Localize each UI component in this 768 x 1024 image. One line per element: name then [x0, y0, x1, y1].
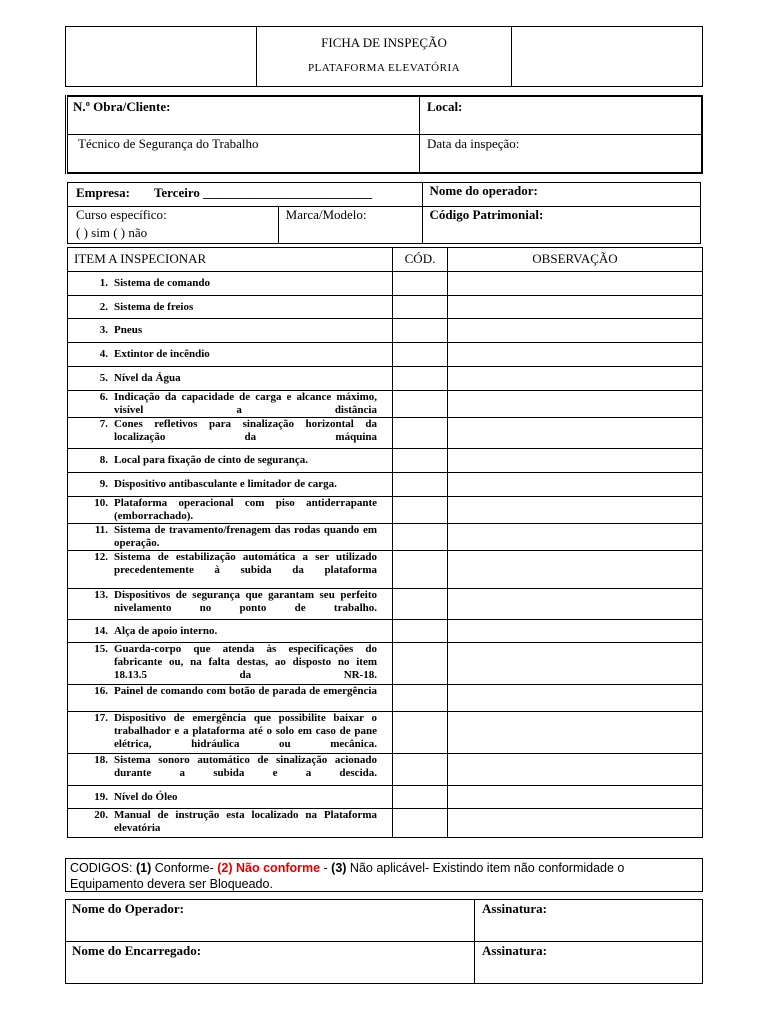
- col-cod-label: CÓD.: [404, 251, 436, 266]
- obs-cell[interactable]: [448, 497, 703, 524]
- cod-cell[interactable]: [393, 367, 448, 391]
- cod-cell[interactable]: [393, 418, 448, 449]
- cod-cell[interactable]: [393, 809, 448, 838]
- tecnico-label: Técnico de Segurança do Trabalho: [78, 135, 259, 151]
- encarregado-name-label: Nome do Encarregado:: [72, 943, 202, 958]
- checklist-row: [68, 296, 703, 319]
- checklist-row: [68, 319, 703, 343]
- cod-cell[interactable]: [393, 473, 448, 497]
- item-text: Plataforma operacional com piso antiderrapante (emborrachado).: [114, 497, 377, 522]
- item-text: Sistema de estabilização automática a ser utilizado precedentemente à subida da plataforma: [114, 551, 377, 576]
- item-cell: [68, 620, 393, 643]
- marca-label: Marca/Modelo:: [285, 207, 367, 222]
- obs-cell[interactable]: [448, 620, 703, 643]
- item-text: Sistema sonoro automático de sinalização acionado durante a subida e a descida.: [114, 754, 377, 779]
- marca-cell[interactable]: [278, 207, 422, 244]
- data-cell[interactable]: [420, 134, 703, 173]
- checklist-row: [68, 712, 703, 754]
- codigos-prefix: CODIGOS:: [70, 861, 136, 875]
- item-number: 16.: [94, 685, 108, 697]
- obs-cell[interactable]: [448, 754, 703, 786]
- item-cell: [68, 754, 393, 786]
- item-cell: [68, 319, 393, 343]
- item-text: Local para fixação de cinto de segurança.: [114, 454, 309, 466]
- item-number: 8.: [99, 454, 108, 466]
- curso-options[interactable]: ( ) sim ( ) não: [76, 225, 148, 240]
- codigo-3-text: Não aplicável- Existindo item não conformidade o Equipamento devera ser Bloqueado.: [70, 861, 625, 891]
- item-cell: [68, 712, 393, 754]
- encarregado-signature-cell[interactable]: [475, 942, 703, 984]
- item-text: Sistema de travamento/frenagem das rodas quando em operação.: [114, 524, 377, 549]
- item-cell: [68, 589, 393, 620]
- item-text: Sistema de comando: [114, 277, 210, 289]
- item-cell: [68, 296, 393, 319]
- obs-cell[interactable]: [448, 809, 703, 838]
- item-number: 10.: [94, 497, 108, 509]
- col-cod-header: [393, 248, 448, 272]
- col-item-header: [68, 248, 393, 272]
- curso-label: Curso específico:: [76, 207, 167, 222]
- checklist-row: [68, 754, 703, 786]
- curso-cell[interactable]: [68, 207, 279, 244]
- item-cell: [68, 391, 393, 418]
- item-number: 14.: [94, 624, 108, 637]
- local-cell[interactable]: [420, 96, 703, 134]
- checklist-row: [68, 551, 703, 589]
- col-item-label: ITEM A INSPECIONAR: [74, 251, 207, 266]
- item-text: Cones refletivos para sinalização horizontal da localização da máquina: [114, 418, 377, 443]
- cod-cell[interactable]: [393, 589, 448, 620]
- cod-cell[interactable]: [393, 551, 448, 589]
- col-obs-label: OBSERVAÇÃO: [532, 251, 618, 266]
- encarregado-name-cell[interactable]: [66, 942, 475, 984]
- checklist-row: [68, 620, 703, 643]
- item-text: Alça de apoio interno.: [114, 624, 218, 637]
- item-text: Nível da Água: [114, 372, 181, 384]
- item-cell: [68, 643, 393, 685]
- obs-cell[interactable]: [448, 391, 703, 418]
- checklist-row: [68, 524, 703, 551]
- obs-cell[interactable]: [448, 551, 703, 589]
- codigos-legend: [65, 858, 703, 892]
- obs-cell[interactable]: [448, 343, 703, 367]
- local-label: Local:: [427, 99, 463, 114]
- cod-cell[interactable]: [393, 272, 448, 296]
- cod-cell[interactable]: [393, 712, 448, 754]
- cod-cell[interactable]: [393, 343, 448, 367]
- item-number: 5.: [99, 372, 108, 384]
- form-subtitle: PLATAFORMA ELEVATÓRIA: [307, 62, 461, 74]
- obs-cell[interactable]: [448, 685, 703, 712]
- item-cell: [68, 809, 393, 838]
- item-cell: [68, 418, 393, 449]
- cod-cell[interactable]: [393, 497, 448, 524]
- obra-cell[interactable]: [67, 96, 420, 134]
- item-number: 9.: [99, 478, 108, 490]
- encarregado-signature-label: Assinatura:: [482, 943, 548, 958]
- obs-cell[interactable]: [448, 367, 703, 391]
- cod-cell[interactable]: [393, 643, 448, 685]
- item-cell: [68, 551, 393, 589]
- item-text: Indicação da capacidade de carga e alcance máximo, visível a distância: [114, 391, 377, 416]
- cod-cell[interactable]: [393, 620, 448, 643]
- obs-cell[interactable]: [448, 712, 703, 754]
- item-number: 3.: [99, 324, 108, 336]
- checklist-row: [68, 786, 703, 809]
- item-number: 19.: [94, 790, 108, 803]
- checklist-table: [67, 247, 703, 838]
- operador-name-cell[interactable]: [66, 900, 475, 942]
- form-title: FICHA DE INSPEÇÃO: [321, 35, 447, 50]
- cod-cell[interactable]: [393, 296, 448, 319]
- terceiro-label: Terceiro __________________________: [153, 185, 373, 200]
- obs-cell[interactable]: [448, 524, 703, 551]
- item-number: 15.: [94, 643, 108, 655]
- item-number: 13.: [94, 589, 108, 601]
- item-cell: [68, 367, 393, 391]
- obs-cell[interactable]: [448, 418, 703, 449]
- checklist-row: [68, 449, 703, 473]
- item-text: Pneus: [114, 324, 143, 336]
- item-cell: [68, 524, 393, 551]
- obs-cell[interactable]: [448, 473, 703, 497]
- operador-label: Nome do operador:: [429, 183, 538, 198]
- item-number: 6.: [99, 391, 108, 403]
- checklist-row: [68, 809, 703, 838]
- item-text: Nível do Óleo: [114, 790, 178, 803]
- header-title-cell: [257, 27, 512, 87]
- checklist-row: [68, 272, 703, 296]
- checklist-row: [68, 497, 703, 524]
- cod-cell[interactable]: [393, 391, 448, 418]
- obs-cell[interactable]: [448, 319, 703, 343]
- checklist-row: [68, 589, 703, 620]
- codigo-2-sep: -: [320, 861, 332, 875]
- item-number: 2.: [99, 300, 108, 313]
- item-text: Manual de instrução esta localizado na Plataforma elevatória: [114, 809, 377, 834]
- header-table: [65, 26, 703, 87]
- item-cell: [68, 272, 393, 296]
- operador-signature-label: Assinatura:: [482, 901, 548, 916]
- item-cell: [68, 685, 393, 712]
- empresa-label: Empresa:: [76, 185, 130, 200]
- item-text: Dispositivo de emergência que possibilite baixar o trabalhador e a plataforma até o solo em caso de pane elétrica, hidráulica ou mecânica.: [114, 712, 377, 750]
- item-text: Painel de comando com botão de parada de emergência: [114, 685, 377, 697]
- checklist-row: [68, 685, 703, 712]
- empresa-cell[interactable]: [68, 183, 423, 207]
- obs-cell[interactable]: [448, 589, 703, 620]
- codigo-1-text: Conforme-: [151, 861, 218, 875]
- header-left-cell: [66, 27, 257, 87]
- operador-cell[interactable]: [422, 183, 700, 207]
- codigo-3: (3): [331, 861, 347, 875]
- item-text: Dispositivos de segurança que garantam seu perfeito nivelamento no ponto de trabalho.: [114, 589, 377, 614]
- checklist-row: [68, 391, 703, 418]
- cod-cell[interactable]: [393, 319, 448, 343]
- obs-cell[interactable]: [448, 449, 703, 473]
- codigo-cell[interactable]: [422, 207, 700, 244]
- cod-cell[interactable]: [393, 754, 448, 786]
- checklist-row: [68, 343, 703, 367]
- cod-cell[interactable]: [393, 449, 448, 473]
- cod-cell[interactable]: [393, 685, 448, 712]
- empresa-table: [67, 182, 701, 244]
- cod-cell[interactable]: [393, 524, 448, 551]
- checklist-row: [68, 418, 703, 449]
- item-number: 1.: [99, 277, 108, 289]
- item-cell: [68, 786, 393, 809]
- operador-signature-cell[interactable]: [475, 900, 703, 942]
- item-text: Extintor de incêndio: [114, 348, 210, 360]
- item-cell: [68, 449, 393, 473]
- item-cell: [68, 343, 393, 367]
- checklist-row: [68, 473, 703, 497]
- cod-cell[interactable]: [393, 786, 448, 809]
- codigo-1: (1): [135, 861, 152, 875]
- codigo-2: (2) Não conforme: [217, 861, 321, 875]
- item-number: 20.: [94, 809, 108, 821]
- item-text: Sistema de freios: [114, 300, 194, 313]
- checklist-row: [68, 367, 703, 391]
- header-right-cell: [512, 27, 703, 87]
- item-cell: [68, 473, 393, 497]
- item-number: 17.: [94, 712, 108, 724]
- signature-table: [65, 899, 703, 984]
- checklist-row: [68, 643, 703, 685]
- item-cell: [68, 497, 393, 524]
- item-number: 11.: [94, 524, 108, 536]
- codigo-label: Código Patrimonial:: [429, 207, 544, 222]
- obs-cell[interactable]: [448, 643, 703, 685]
- tecnico-cell[interactable]: [67, 134, 420, 173]
- item-text: Guarda-corpo que atenda às especificações do fabricante ou, na falta destas, ao disposto no item 18.13.5 da NR-18.: [114, 643, 377, 681]
- obs-cell[interactable]: [448, 272, 703, 296]
- obs-cell[interactable]: [448, 296, 703, 319]
- col-obs-header: [448, 248, 703, 272]
- item-number: 18.: [94, 754, 108, 766]
- item-number: 12.: [94, 551, 108, 563]
- data-label: Data da inspeção:: [427, 135, 520, 151]
- obra-label: N.º Obra/Cliente:: [73, 99, 171, 114]
- operador-name-label: Nome do Operador:: [72, 901, 184, 916]
- item-number: 4.: [99, 348, 108, 360]
- info-table: [65, 95, 703, 174]
- item-text: Dispositivo antibasculante e limitador de carga.: [114, 478, 337, 490]
- item-number: 7.: [99, 418, 108, 430]
- obs-cell[interactable]: [448, 786, 703, 809]
